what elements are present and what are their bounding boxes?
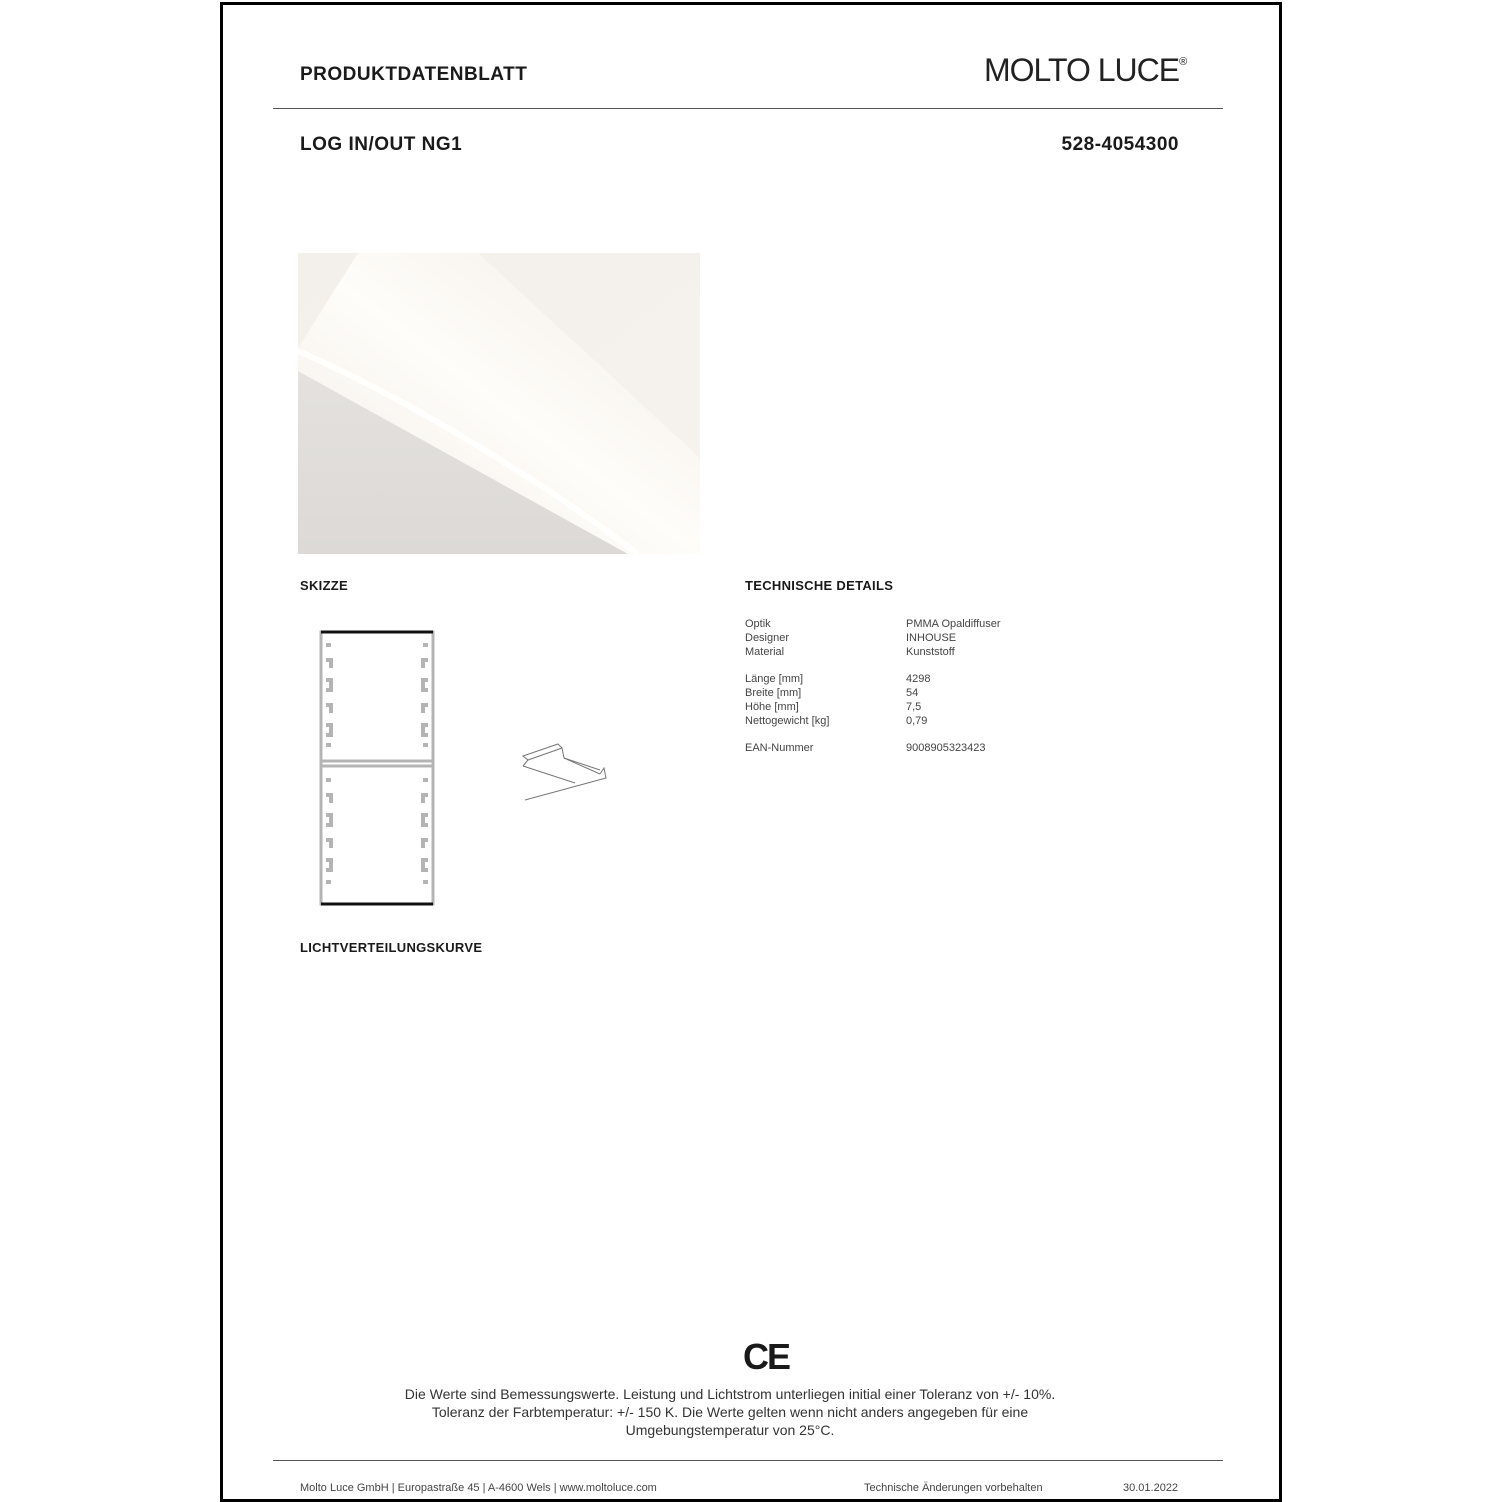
disclaimer-line: Umgebungstemperatur von 25°C. — [625, 1422, 835, 1438]
spec-label: Höhe [mm] — [745, 700, 799, 713]
spec-row — [745, 673, 1001, 687]
spec-label: Designer — [745, 631, 790, 644]
section-light-distribution: LICHTVERTEILUNGSKURVE — [300, 940, 483, 955]
brand-logo — [984, 52, 1186, 89]
spec-value: PMMA Opaldiffuser — [906, 618, 1001, 630]
footer-divider — [273, 1460, 1223, 1461]
spec-row — [745, 715, 1001, 729]
spec-row — [745, 646, 1001, 660]
ce-mark: CE — [743, 1336, 790, 1377]
spec-label: EAN-Nummer — [745, 742, 814, 755]
disclaimer-line: Die Werte sind Bemessungswerte. Leistung und Lichtstrom unterliegen initial einer Toleranz von +/- 10%. — [404, 1386, 1056, 1402]
article-number: 528-4054300 — [1061, 134, 1179, 155]
spec-row — [745, 687, 1001, 701]
disclaimer — [360, 1385, 1100, 1439]
footer-date: 30.01.2022 — [1123, 1482, 1179, 1494]
spec-value: 4298 — [906, 673, 931, 686]
spec-label: Material — [745, 645, 785, 658]
product-name: LOG IN/OUT NG1 — [300, 134, 463, 155]
spec-value: Kunststoff — [906, 645, 955, 658]
spec-label: Optik — [745, 618, 771, 630]
spec-value: 54 — [906, 686, 919, 699]
spec-value: 0,79 — [906, 714, 928, 727]
profile-sketch — [300, 620, 460, 915]
spec-label: Länge [mm] — [745, 673, 804, 686]
spec-row — [745, 618, 1001, 632]
spec-label: Nettogewicht [kg] — [745, 714, 830, 727]
registered-mark: ® — [1179, 56, 1187, 68]
technical-details-table — [745, 618, 1001, 756]
spec-row — [745, 701, 1001, 715]
brand-logo-text: MOLTO LUCE — [984, 52, 1180, 88]
section-technical-details: TECHNISCHE DETAILS — [745, 578, 894, 593]
spec-label: Breite [mm] — [745, 686, 802, 699]
header-divider — [273, 108, 1223, 109]
spec-row — [745, 632, 1001, 646]
disclaimer-line: Toleranz der Farbtemperatur: +/- 150 K. Die Werte gelten wenn nicht anders angegeben für eine — [431, 1404, 1029, 1420]
product-photo — [298, 253, 700, 554]
document-title: PRODUKTDATENBLATT — [300, 64, 528, 85]
spec-value: 9008905323423 — [906, 742, 986, 755]
spec-value: 7,5 — [906, 700, 922, 713]
section-sketch: SKIZZE — [300, 578, 349, 593]
footer-company: Molto Luce GmbH | Europastraße 45 | A-4600 Wels | www.moltoluce.com — [300, 1482, 657, 1494]
spec-value: INHOUSE — [906, 631, 957, 644]
perspective-sketch — [520, 738, 610, 808]
spec-row — [745, 742, 1001, 756]
footer-notice: Technische Änderungen vorbehalten — [864, 1482, 1043, 1494]
